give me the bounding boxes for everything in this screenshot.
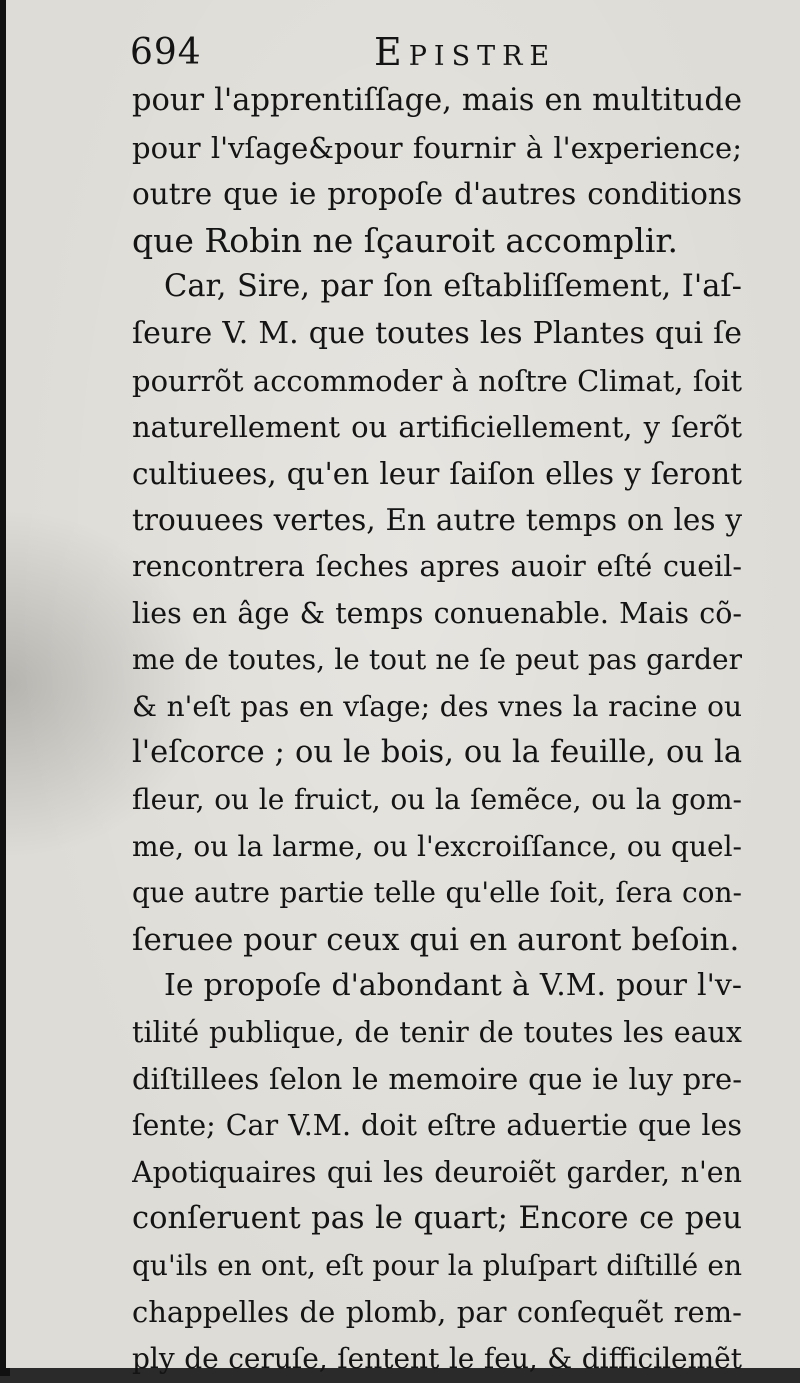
text-line: lies en âge & temps conuenable. Mais cõ- (132, 596, 742, 630)
text-line: conſeruent pas le quart; Encore ce peu (132, 1201, 742, 1237)
text-line: Ie propoſe d'abondant à V.M. pour l'v- (164, 968, 742, 1004)
text-line: que autre partie telle qu'elle ſoit, ſera con- (132, 876, 742, 910)
page-header (124, 22, 744, 82)
text-line: naturellement ou artificiellement, y ſerõt (132, 410, 742, 445)
text-line: diſtillees ſelon le memoire que ie luy pre- (132, 1062, 742, 1097)
text-line: pour l'apprentiſſage, mais en multitude (132, 83, 742, 118)
text-line: fleur, ou le fruict, ou la ſemẽce, ou la gom- (132, 782, 742, 816)
text-line: Apotiquaires qui les deuroiẽt garder, n'en (132, 1155, 742, 1189)
text-line: ply de ceruſe, ſentent le feu, & difficilemẽt (132, 1342, 742, 1376)
text-line: me de toutes, le tout ne ſe peut pas garder (132, 643, 742, 677)
text-line: outre que ie propoſe d'autres conditions (132, 177, 742, 212)
text-line: chappelles de plomb, par conſequẽt rem- (132, 1295, 742, 1330)
text-line: ſeruee pour ceux qui en auront beſoin. (132, 921, 740, 958)
text-line: pourrõt accommoder à noſtre Climat, ſoit (132, 363, 742, 398)
text-line: que Robin ne ſçauroit accomplir. (132, 220, 679, 260)
text-line: cultiuees, qu'en leur ſaiſon elles y ſeront (132, 456, 742, 491)
text-line: ſente; Car V.M. doit eſtre aduertie que les (132, 1109, 742, 1143)
running-head: Epistre (374, 30, 557, 74)
text-line: l'eſcorce ; ou le bois, ou la feuille, ou la (132, 735, 742, 771)
book-page (6, 0, 800, 1376)
text-line: & n'eſt pas en vſage; des vnes la racine ou (132, 689, 742, 723)
page-number: 694 (130, 32, 202, 73)
text-line: trouuees vertes, En autre temps on les y (132, 503, 742, 538)
text-line: rencontrera ſeches apres auoir eſté cueil- (132, 549, 742, 583)
text-line: Car, Sire, par ſon eſtabliſſement, I'aſ- (164, 269, 742, 305)
text-line: ſeure V. M. que toutes les Plantes qui ſe (132, 315, 742, 351)
text-line: me, ou la larme, ou l'excroiſſance, ou quel- (132, 829, 742, 863)
body-text (132, 78, 742, 1383)
text-line: tilité publique, de tenir de toutes les eaux (132, 1015, 742, 1049)
text-line: qu'ils en ont, eſt pour la pluſpart diſtillé en (132, 1248, 742, 1282)
text-line: pour l'vſage&pour fournir à l'experience; (132, 130, 742, 165)
